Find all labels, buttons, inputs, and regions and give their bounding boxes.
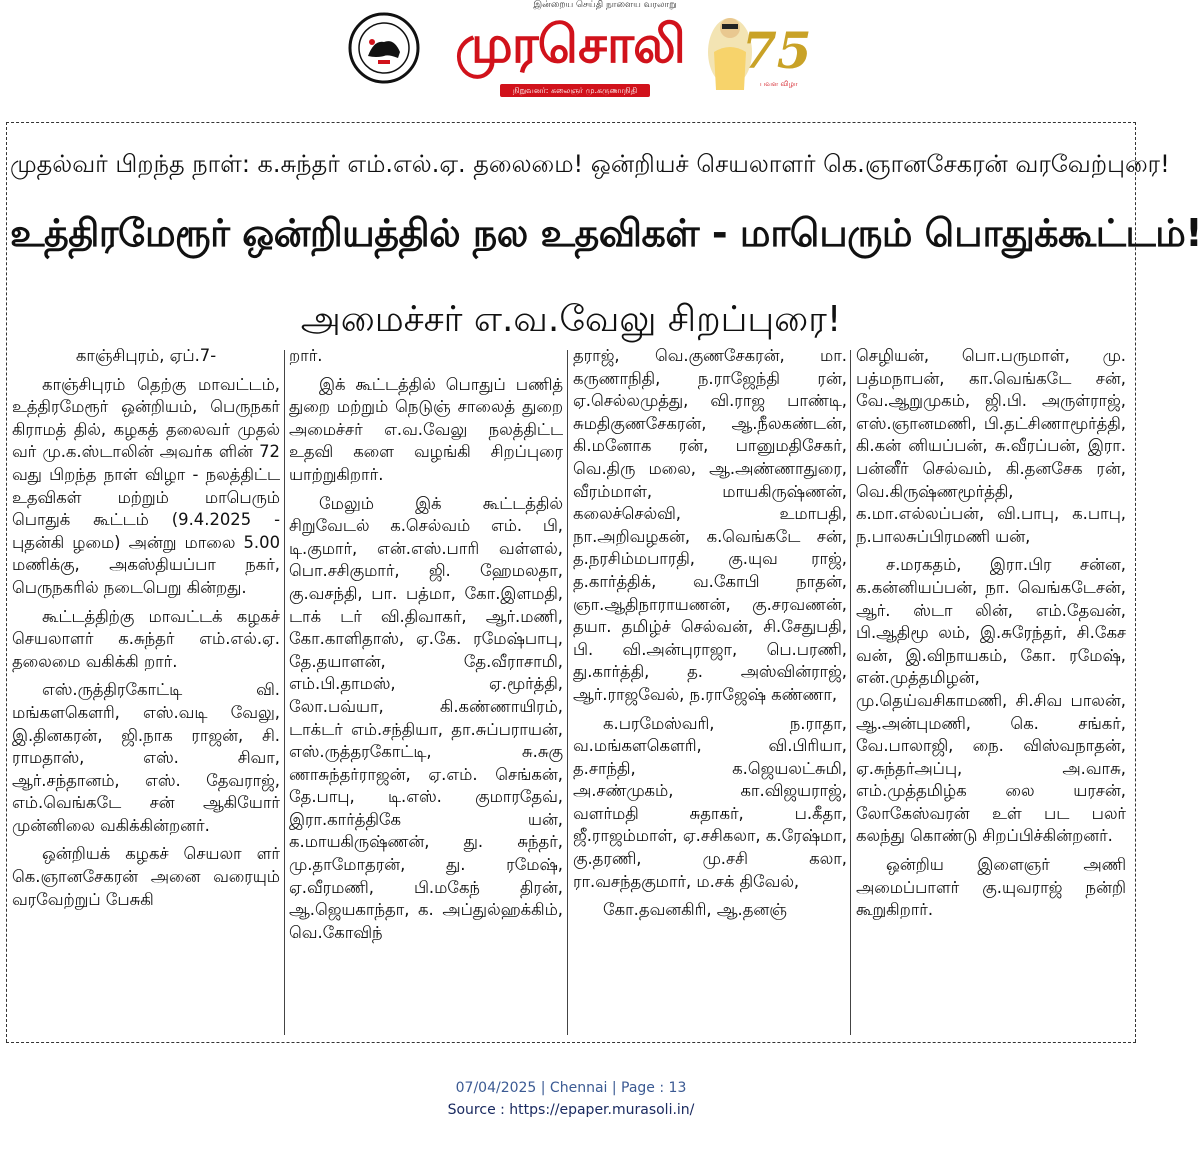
- founder-line: நிறுவனர்: கலைஞர் மு.கருணாநிதி: [500, 84, 650, 97]
- paragraph: செழியன், பொ.பருமாள், மு. பத்மநாபன், கா.வெங்கடே சன், வே.ஆறுமுகம், ஜி.பி. அருள்ராஜ், எஸ்.ஞானமணி, பி.தட்சிணாமூர்த்தி, கி.கன் னியப்பன், சு.வீரப்பன், இரா. பன்னீர் செல்வம், கி.தனசேக ரன், வெ.கிருஷ்ணமூர்த்தி, க.மா.எல்லப்பன், வி.பாபு, க.பாபு, ந.பாலசுப்பிரமணி யன்,: [856, 346, 1126, 546]
- paragraph: ஒன்றிய இளைஞர் அணி அமைப்பாளர் கு.யுவராஜ் நன்றி கூறுகிறார்.: [856, 855, 1126, 920]
- frame-bottom-border: [6, 1042, 1136, 1043]
- newspaper-name: முரசொலி: [455, 15, 685, 75]
- article-subhead: அமைச்சர் எ.வ.வேலு சிறப்புரை!: [300, 299, 842, 340]
- paragraph: எஸ்.ருத்திரகோட்டி வி. மங்களகௌரி, எஸ்.வடி வேலு, இ.தினகரன், ஜி.நாக ராஜன், சி. ராமதாஸ், எஸ். சிவா, ஆர்.சந்தானம், எஸ். தேவராஜ், எம்.வெங்கடே சன் ஆகியோர் முன்னிலை வகிக்கின்றனர்.: [12, 680, 280, 835]
- article-headline: உத்திரமேரூர் ஒன்றியத்தில் நல உதவிகள் - மாபெரும் பொதுக்கூட்டம்!: [10, 211, 1202, 255]
- dateline: காஞ்சிபுரம், ஏப்.7-: [75, 346, 217, 365]
- anniversary-label: பவள விழா: [760, 80, 798, 88]
- paragraph: கூட்டத்திற்கு மாவட்டக் கழகச் செயலாளர் க.சுந்தர் எம்.எல்.ஏ. தலைமை வகிக்கி றார்.: [12, 606, 280, 671]
- article-column-3: [573, 345, 847, 1037]
- edition-info: 07/04/2025 | Chennai | Page : 13: [455, 1080, 687, 1096]
- paragraph: ஒன்றியக் கழகச் செயலா ளர் கெ.ஞானசேகரன் அனை வரையும் வரவேற்றுப் பேசுகி: [12, 844, 280, 909]
- article-column-2: [289, 345, 563, 1037]
- paragraph: றார்.: [289, 346, 323, 365]
- masthead: [0, 0, 1142, 110]
- article-column-4: [856, 345, 1126, 1037]
- column-rule: [850, 350, 851, 1035]
- paragraph: மேலும் இக் கூட்டத்தில் சிறுவேடல் க.செல்வம் எம். பி, டி.குமார், என்.எஸ்.பாரி வள்ளல், பொ.சசிகுமார், ஜி. ஹேமலதா, கு.வசந்தி, பா. பத்மா, கோ.இளமதி, டாக் டர் வி.திவாகர், ஆர்.மணி, கோ.காளிதாஸ், ஏ.கே. ரமேஷ்பாபு, தே.தயாளன், தே.வீராசாமி, எம்.பி.தாமஸ், ஏ.மூர்த்தி, லோ.பவ்யா, கி.கண்ணாயிரம், டாக்டர் எம்.சந்தியா, தா.சுப்பராயன், எஸ்.ருத்தரகோட்டி, சு.சுகு ணாசுந்தர்ராஜன், ஏ.எம். செங்கன், தே.பாபு, டி.எஸ். குமாரதேவ், இரா.கார்த்திகே யன், க.மாயகிருஷ்ணன், து. சுந்தர், மு.தாமோதரன், து. ரமேஷ், ஏ.வீரமணி, பி.மகேந் திரன், ஆ.ஜெயகாந்தா, க. அப்துல்ஹக்கிம், வெ.கோவிந்: [289, 493, 563, 942]
- frame-left-border: [6, 122, 7, 1042]
- frame-top-border: [6, 122, 1136, 123]
- article-kicker: முதல்வர் பிறந்த நாள்: க.சுந்தர் எம்.எல்.ஏ. தலைமை! ஒன்றியச் செயலாளர் கெ.ஞானசேகரன் வரவேற்புரை!: [10, 150, 1170, 178]
- paragraph: க.பரமேஸ்வரி, ந.ராதா, வ.மங்களகௌரி, வி.பிரியா, த.சாந்தி, க.ஜெயலட்சுமி, அ.சண்முகம், கா.விஜயராஜ், வளர்மதி சுதாகர், ப.கீதா, ஜீ.ராஜம்மாள், ஏ.சசிகலா, க.ரேஷ்மா, கு.தரணி, மு.சசி கலா, ரா.வசந்தகுமார், ம.சக் திவேல்,: [573, 713, 847, 891]
- paragraph: இக் கூட்டத்தில் பொதுப் பணித் துறை மற்றும் நெடுஞ் சாலைத் துறை அமைச்சர் எ.வ.வேலு நலத்திட்ட உதவி களை வழங்கி சிறப்புரை யாற்றுகிறார்.: [289, 374, 563, 484]
- frame-right-border: [1135, 122, 1136, 1042]
- source-link[interactable]: Source : https://epaper.murasoli.in/: [447, 1102, 695, 1118]
- anniversary-number: 75: [742, 21, 812, 80]
- paragraph: தராஜ், வெ.குணசேகரன், மா. கருணாநிதி, ந.ராஜேந்தி ரன், ஏ.செல்லமுத்து, வி.ராஜ பாண்டி, சுமதிகுணசேகரன், ஆ.நீலகண்டன், கி.மனோக ரன், பானுமதிசேகர், வெ.திரு மலை, ஆ.அண்ணாதுரை, வீரம்மாள், மாயகிருஷ்ணன், கலைச்செல்வி, உமாபதி, நா.அறிவழகன், க.வெங்கடே சன், த.நரசிம்மபாரதி, கு.யுவ ராஜ், த.கார்த்திக், வ.கோபி நாதன், ஞா.ஆதிநாராயணன், கு.சரவணன், தயா. தமிழ்ச் செல்வன், சி.சேதுபதி, பி. வி.அன்புராஜா, பெ.பரணி, து.கார்த்தி, த. அஸ்வின்ராஜ், ஆர்.ராஜவேல், ந.ராஜேஷ் கண்ணா,: [573, 346, 847, 704]
- article-column-1: [12, 345, 280, 1037]
- paragraph: கோ.தவனகிரி, ஆ.தனஞ்: [603, 900, 787, 920]
- masthead-tagline: இன்றைய செய்தி நாளைய வரலாறு: [533, 0, 677, 10]
- column-rule: [284, 350, 285, 1035]
- anniversary-emblem: [700, 2, 812, 98]
- column-rule: [567, 350, 568, 1035]
- paragraph: ச.மரகதம், இரா.பிர சன்ன, க.கன்னியப்பன், நா. வெங்கடேசன், ஆர். ஸ்டா லின், எம்.தேவன், பி.ஆதிமூ லம், இ.சுரேந்தர், சி.கேச வன், இ.விநாயகம், கோ. ரமேஷ், என்.முத்தமிழன், மு.தெய்வசிகாமணி, சி.சிவ பாலன், ஆ.அன்புமணி, கெ. சங்கர், வே.பாலாஜி, நை. விஸ்வநாதன், ஏ.சுந்தர்அப்பு, அ.வாசு, எம்.முத்தமிழ்க லை யரசன், லோகேஸ்வரன் உள் பட பலர் கலந்து கொண்டு சிறப்பிச்கின்றனர்.: [856, 555, 1126, 846]
- paragraph: காஞ்சிபுரம் தெற்கு மாவட்டம், உத்திரமேரூர் ஒன்றியம், பெருநகர் கிராமத் தில், கழகத் தலைவர் முதல் வர் மு.க.ஸ்டாலின் அவர்க ளின் 72 வது பிறந்த நாள் விழா - நலத்திட்ட உதவிகள் மற்றும் மாபெரும் பொதுக் கூட்டம் (9.4.2025 - புதன்கி ழமை) அன்று மாலை 5.00 மணிக்கு, அகஸ்தியப்பா நகர், பெருநகரில் நடைபெறு கின்றது.: [12, 374, 280, 597]
- party-seal-logo: [348, 12, 420, 84]
